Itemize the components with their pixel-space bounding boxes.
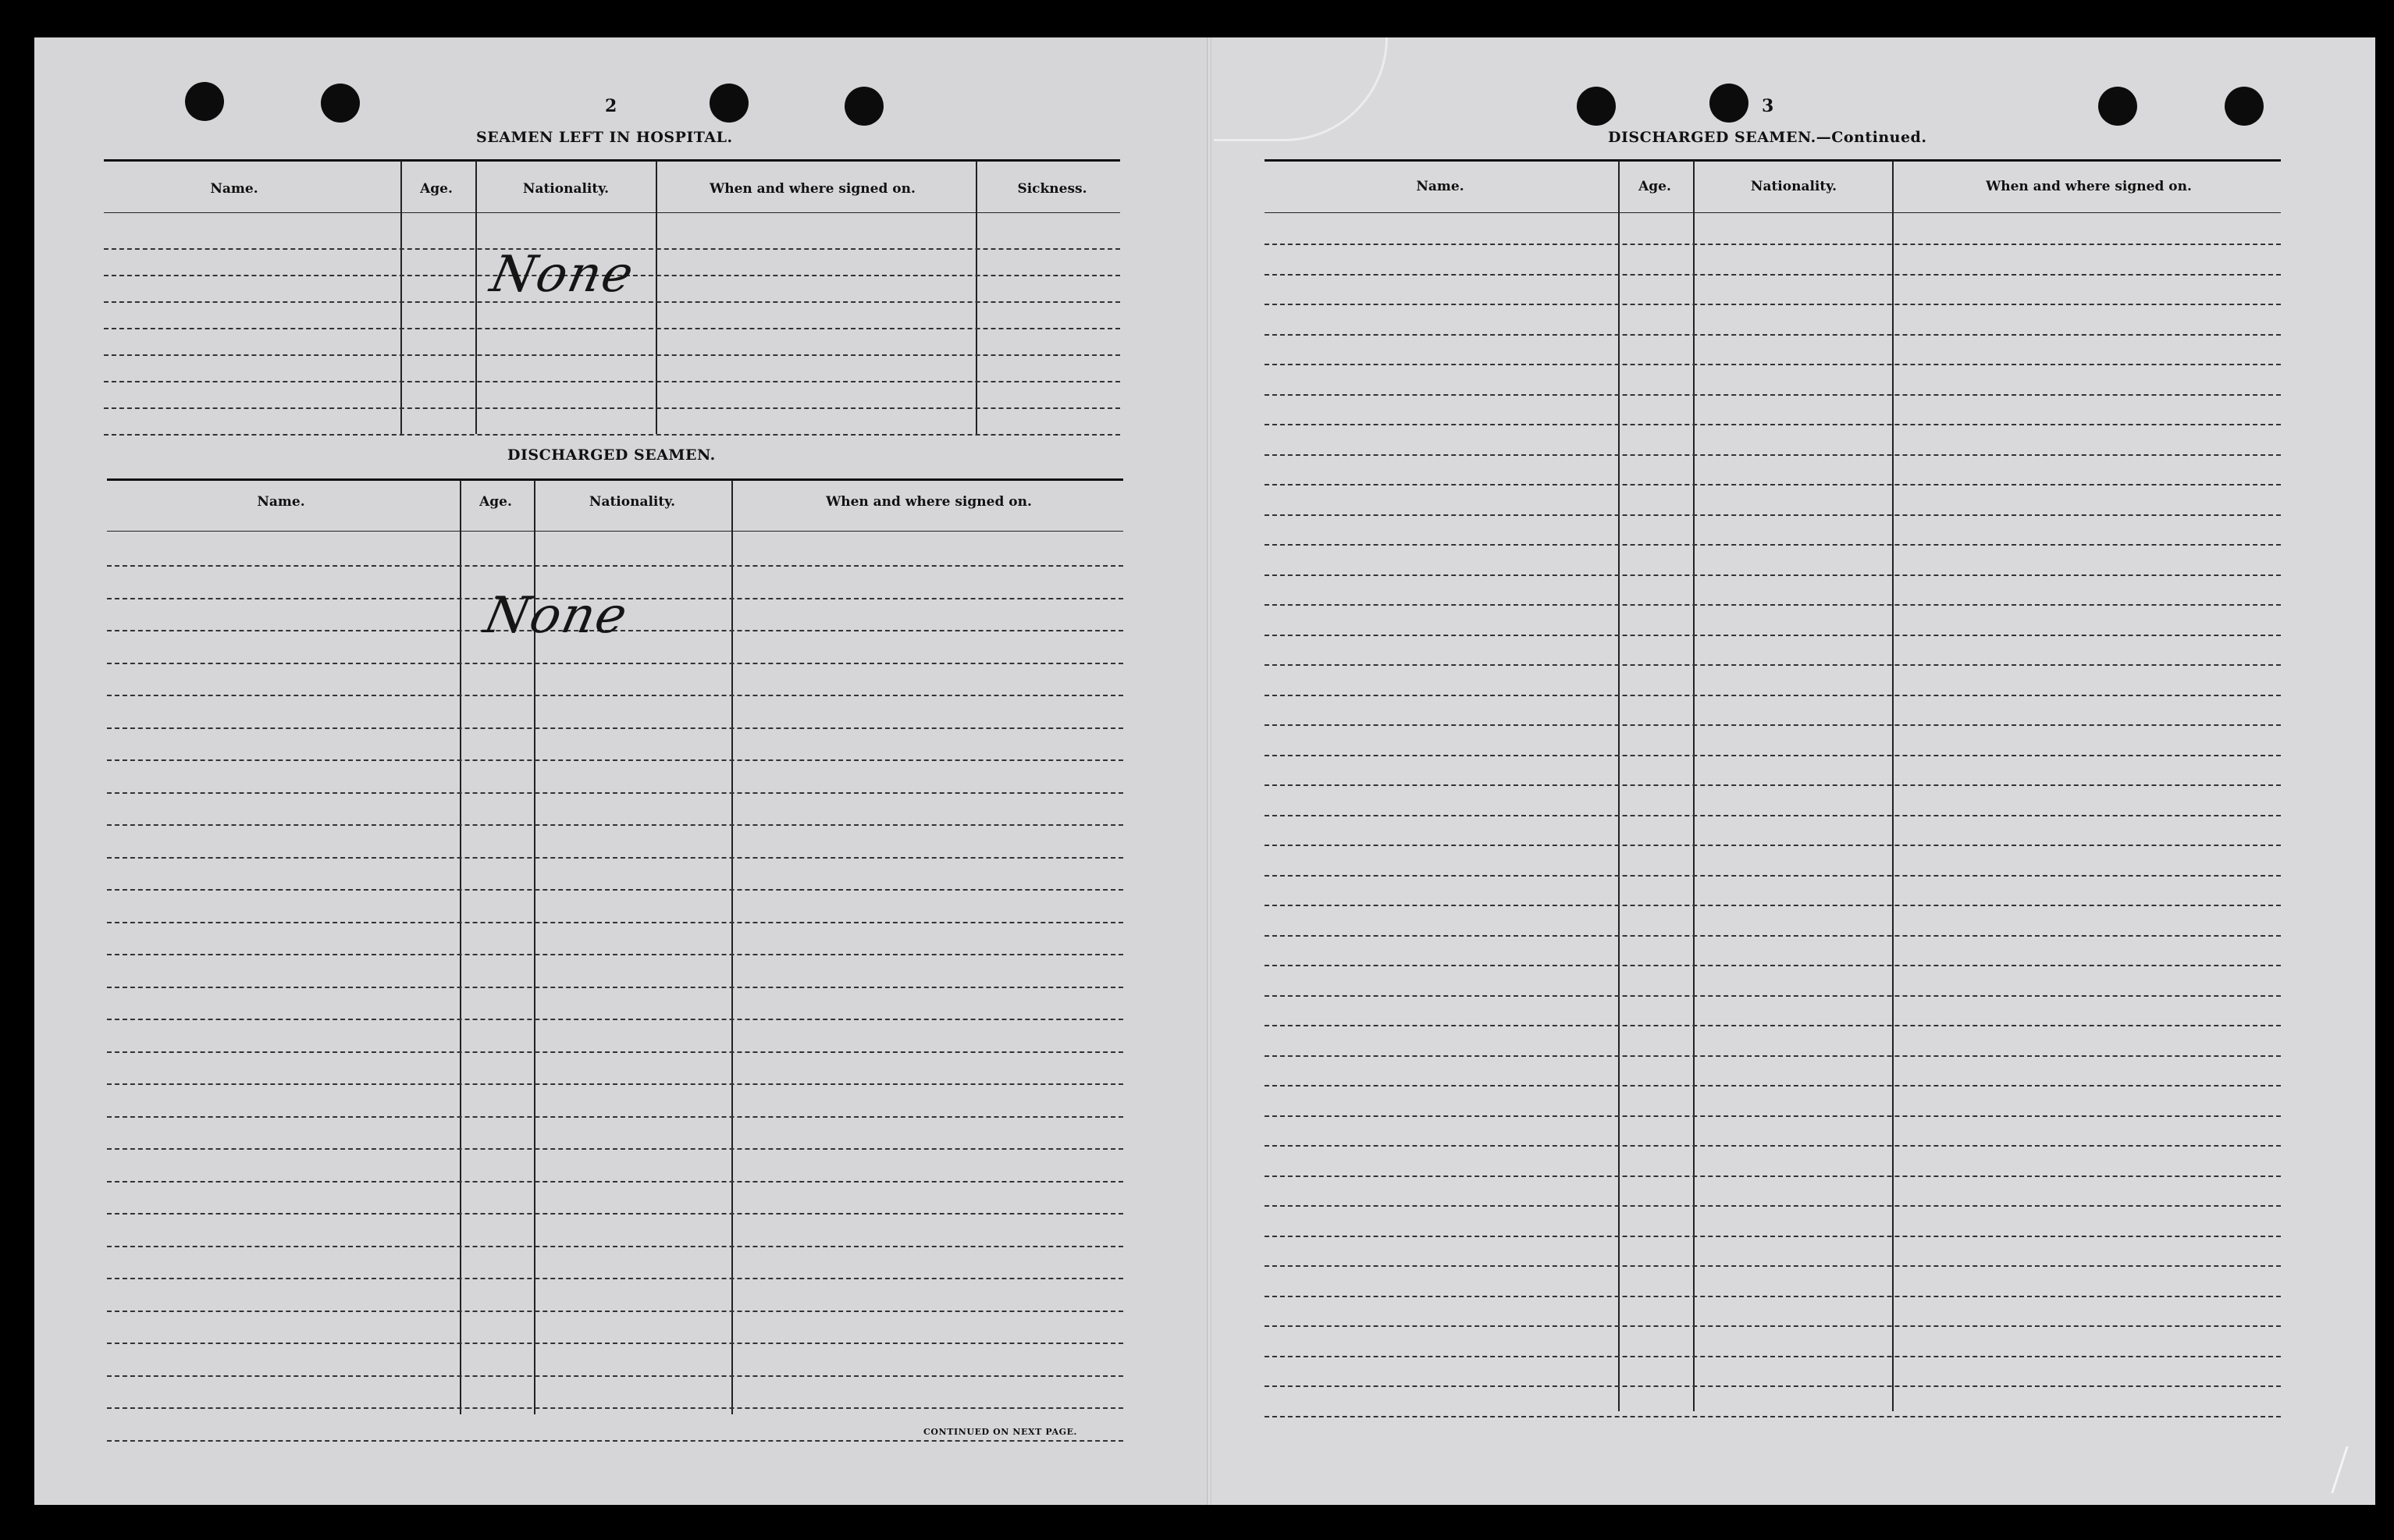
hospital-col-age: Age. [420,181,453,197]
ruled-row-line [1265,454,2281,456]
ruled-row-line [107,1148,1123,1150]
ruled-row-line [107,1116,1123,1118]
ruled-row-line [1265,875,2281,877]
ruled-row-line [1265,695,2281,696]
ruled-row-line [107,695,1123,696]
ruled-row-line [1265,1025,2281,1026]
punch-hole [845,87,884,126]
ruled-row-line [1265,724,2281,726]
ruled-row-line [1265,755,2281,756]
ruled-row-line [107,1311,1123,1312]
discharged-col-nationality: Nationality. [589,494,676,510]
punch-hole [1709,84,1748,123]
discharged-col-divider [460,480,461,1414]
right-page [1209,37,2375,1505]
punch-hole [185,82,224,121]
right-col-age: Age. [1638,179,1671,194]
right-col-divider [1618,161,1620,1411]
ruled-row-line [1265,1236,2281,1237]
ruled-row-line [1265,574,2281,576]
right-section-title: DISCHARGED SEAMEN.—Continued. [1608,129,1927,146]
ruled-row-line [1265,1205,2281,1207]
ruled-row-line [1265,364,2281,365]
ruled-row-line [107,727,1123,729]
ruled-row-line [1265,1265,2281,1267]
ruled-row-line [107,1213,1123,1215]
punch-hole [321,84,360,123]
ruled-row-line [1265,1115,2281,1117]
discharged-col-signed-on: When and where signed on. [826,494,1032,510]
ruled-row-line [1265,845,2281,846]
hospital-col-nationality: Nationality. [522,181,610,197]
right-col-divider [1892,161,1894,1411]
discharged-section-title: DISCHARGED SEAMEN. [507,446,716,464]
ruled-row-line [107,954,1123,955]
ruled-row-line [1265,544,2281,546]
continued-note: CONTINUED ON NEXT PAGE. [923,1427,1077,1437]
ruled-row-line [1265,664,2281,666]
ruled-row-line [1265,274,2281,276]
ruled-row-line [107,1083,1123,1085]
ruled-row-line [1265,1296,2281,1297]
ruled-row-line [1265,905,2281,906]
ruled-row-line [1265,1085,2281,1087]
ruled-row-line [107,1375,1123,1377]
page-number-right: 3 [1762,96,1774,116]
discharged-header-rule [107,531,1123,532]
ruled-row-line [1265,935,2281,937]
hospital-handwritten-entry: None [486,246,640,304]
discharged-col-name: Name. [257,494,305,510]
ruled-row-line [104,328,1120,329]
ruled-row-line [1265,244,2281,245]
ruled-row-line [107,1051,1123,1053]
hospital-section-title: SEAMEN LEFT IN HOSPITAL. [476,129,733,146]
discharged-handwritten-entry: None [479,587,634,645]
hospital-col-name: Name. [210,181,258,197]
ruled-row-line [104,354,1120,356]
ruled-row-line [107,792,1123,794]
ruled-row-line [1265,815,2281,816]
ruled-row-line [107,824,1123,826]
ruled-row-line [107,857,1123,859]
ruled-row-line [1265,635,2281,636]
ruled-row-line [107,1246,1123,1247]
ruled-row-line [104,407,1120,409]
ruled-row-line [107,987,1123,988]
right-col-signed-on: When and where signed on. [1986,179,2192,194]
ruled-row-line [107,1278,1123,1279]
hospital-top-rule [104,159,1120,162]
ruled-row-line [107,1181,1123,1183]
ruled-row-line [1265,334,2281,336]
ruled-row-line [1265,1145,2281,1147]
hospital-col-divider [976,161,977,434]
ruled-row-line [1265,965,2281,966]
ruled-row-line [107,1407,1123,1409]
right-col-nationality: Nationality. [1750,179,1837,194]
ruled-row-line [1265,995,2281,997]
ruled-row-line [107,565,1123,567]
page-number-left: 2 [605,96,617,116]
ruled-row-line [107,759,1123,761]
ruled-row-line [1265,1416,2281,1417]
right-col-name: Name. [1416,179,1464,194]
page-fold [1207,37,1211,1505]
ruled-row-line [1265,484,2281,485]
ruled-row-line [104,381,1120,382]
punch-hole [1577,87,1616,126]
hospital-col-divider [475,161,477,434]
discharged-col-age: Age. [479,494,512,510]
ruled-row-line [1265,1175,2281,1177]
ruled-row-line [107,1019,1123,1020]
ruled-row-line [107,889,1123,891]
ruled-row-line [107,1343,1123,1344]
ruled-row-line [1265,1055,2281,1057]
hospital-header-rule [104,212,1120,213]
ruled-row-line [107,922,1123,923]
punch-hole [710,84,749,123]
ruled-row-line [1265,424,2281,425]
ruled-row-line [104,434,1120,436]
discharged-top-rule [107,478,1123,481]
ruled-row-line [1265,304,2281,305]
ruled-row-line [107,663,1123,664]
ruled-row-line [1265,604,2281,606]
ruled-row-line [1265,514,2281,516]
hospital-col-sickness: Sickness. [1017,181,1087,197]
ruled-row-line [107,1440,1123,1442]
right-header-rule [1265,212,2281,213]
ruled-row-line [1265,784,2281,786]
hospital-col-divider [400,161,402,434]
discharged-col-divider [731,480,733,1414]
hospital-col-signed-on: When and where signed on. [710,181,916,197]
ruled-row-line [1265,1385,2281,1387]
right-col-divider [1693,161,1695,1411]
hospital-col-divider [656,161,657,434]
punch-hole [2225,87,2264,126]
ruled-row-line [1265,1356,2281,1357]
punch-hole [2098,87,2137,126]
ruled-row-line [1265,1325,2281,1327]
ruled-row-line [1265,394,2281,396]
right-top-rule [1265,159,2281,162]
